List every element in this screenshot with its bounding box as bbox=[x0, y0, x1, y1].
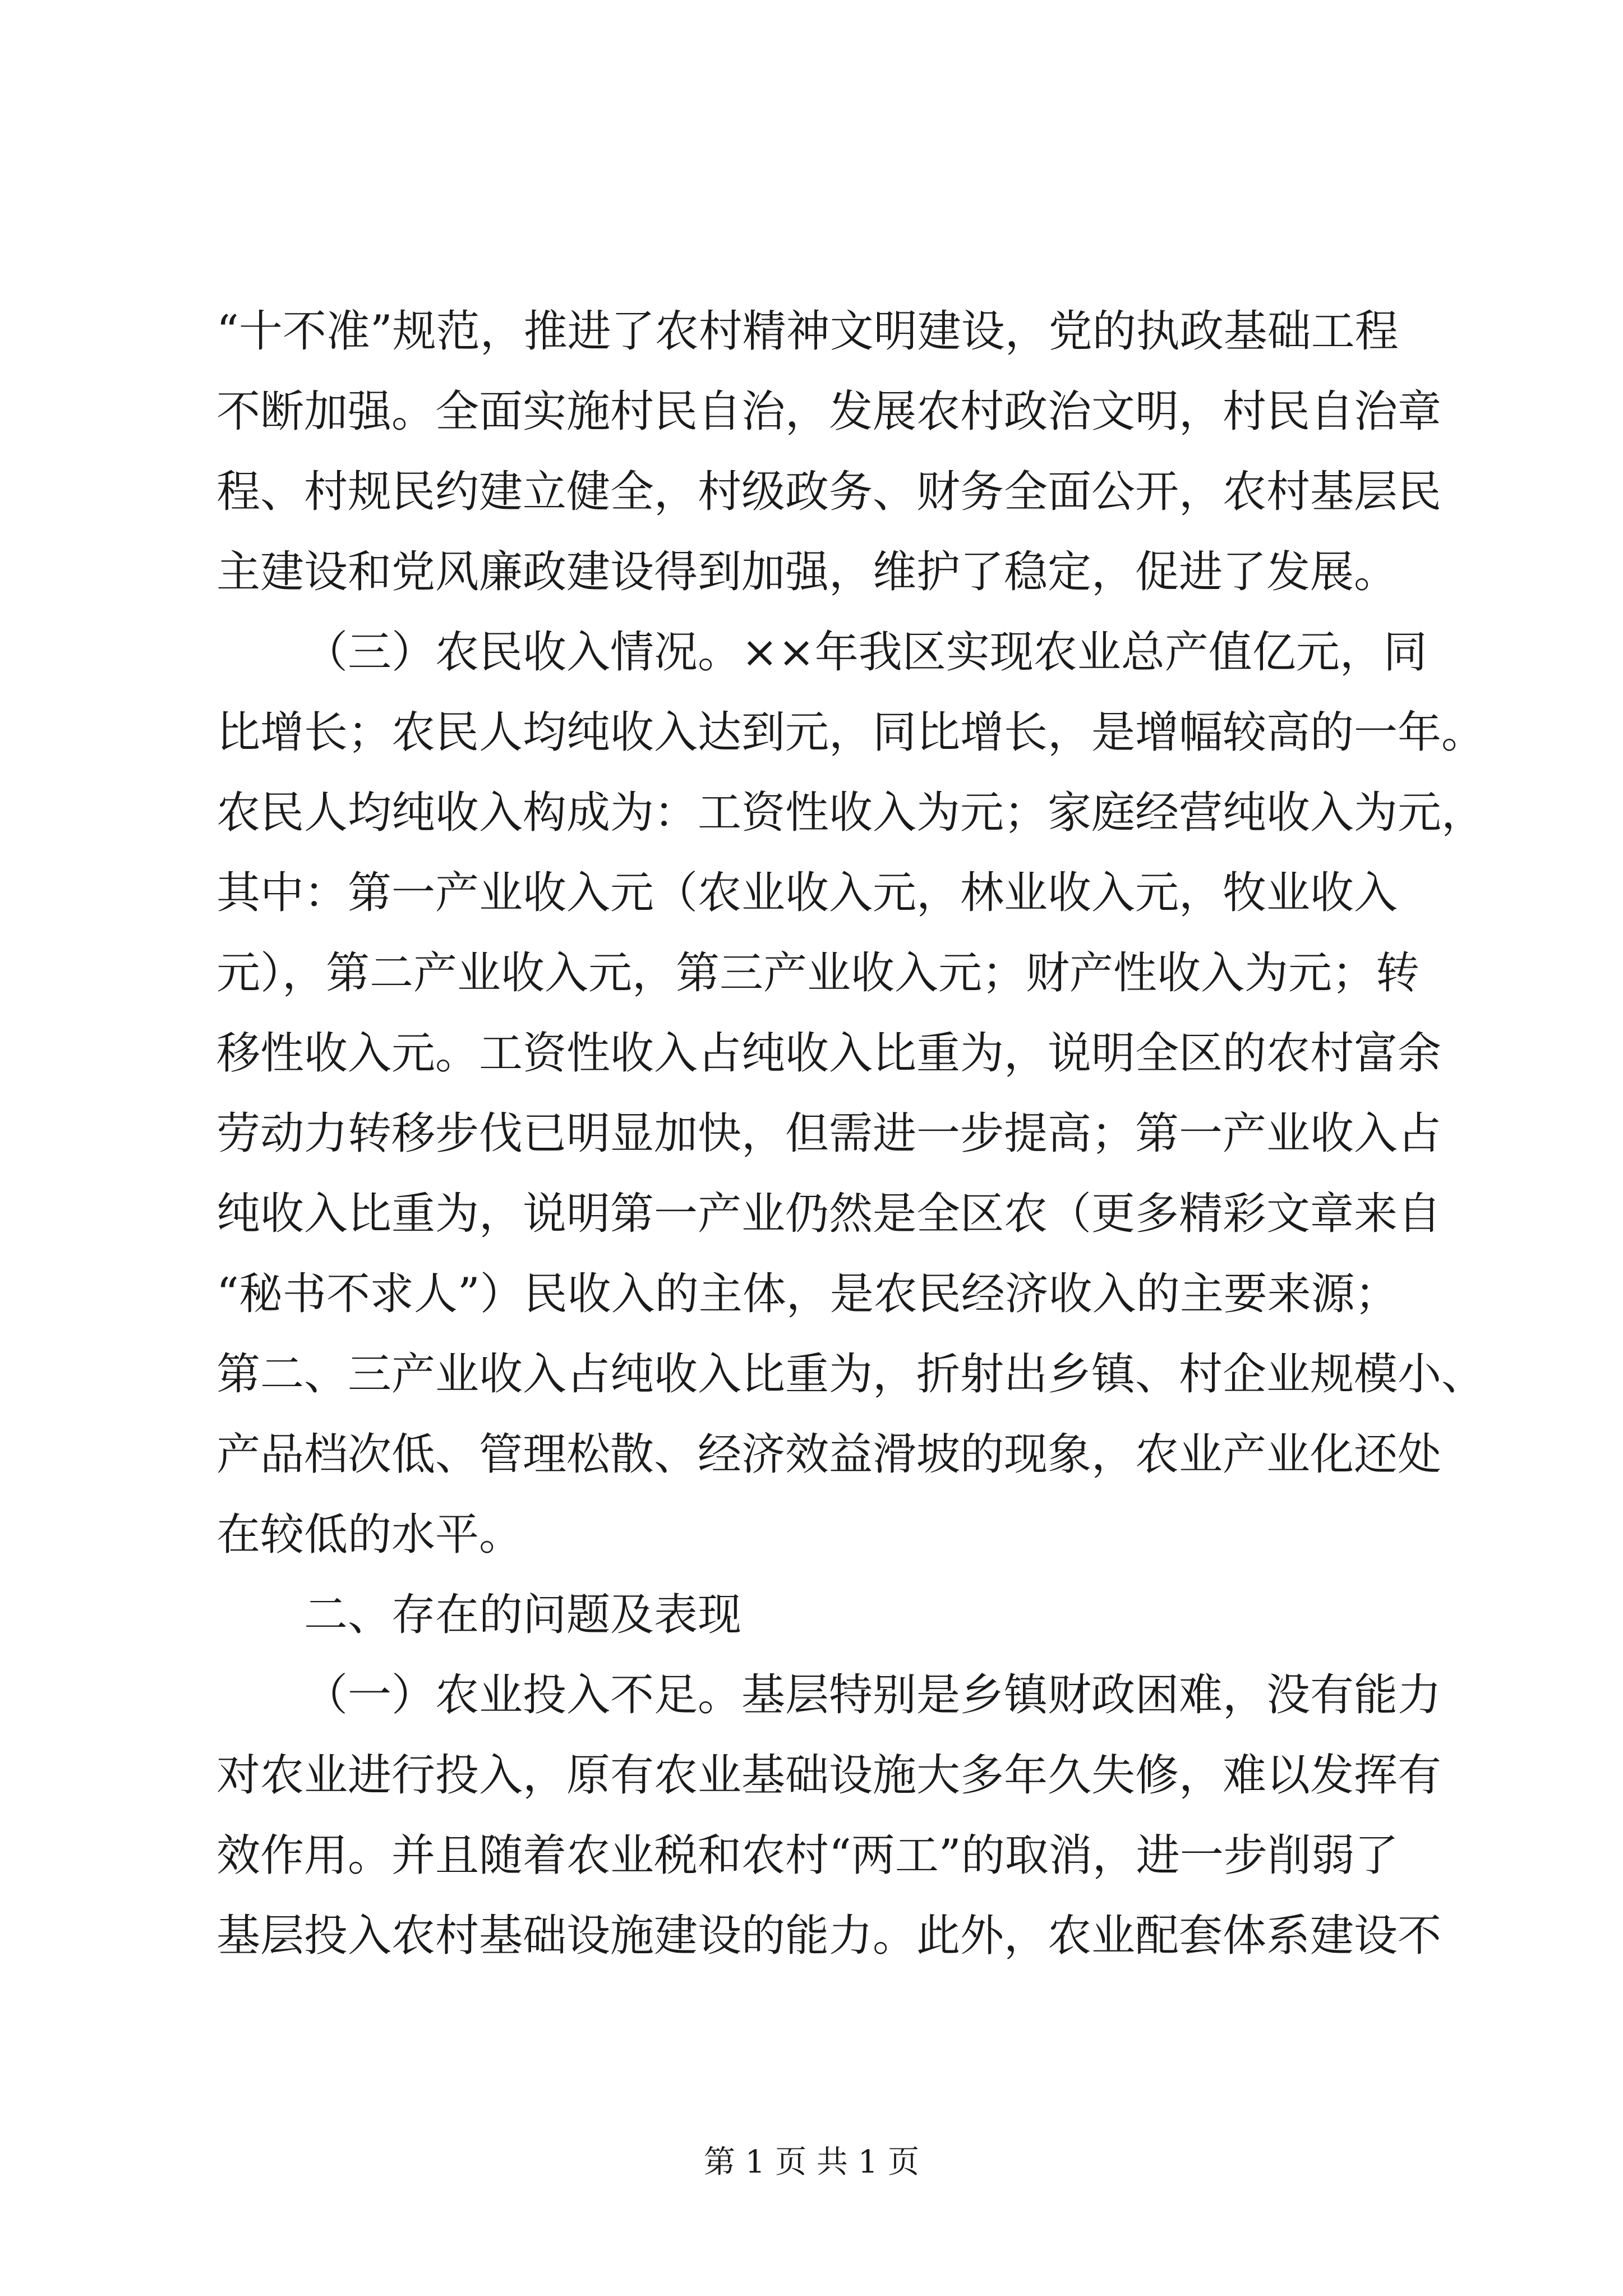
body-line: 产品档次低、管理松散、经济效益滑坡的现象，农业产业化还处 bbox=[216, 1429, 1442, 1480]
body-line: 第二、三产业收入占纯收入比重为，折射出乡镇、村企业规模小、 bbox=[216, 1349, 1486, 1400]
body-line: 对农业进行投入，原有农业基础设施大多年久失修，难以发挥有 bbox=[216, 1750, 1442, 1801]
body-line: 农民人均纯收入构成为：工资性收入为元；家庭经营纯收入为元， bbox=[216, 788, 1486, 838]
body-line: 其中：第一产业收入元（农业收入元，林业收入元，牧业收入 bbox=[216, 868, 1398, 918]
body-line: 纯收入比重为，说明第一产业仍然是全区农（更多精彩文章来自 bbox=[216, 1189, 1442, 1239]
body-line: 不断加强。全面实施村民自治，发展农村政治文明，村民自治章 bbox=[216, 386, 1442, 437]
body-line: 比增长；农民人均纯收入达到元，同比增长，是增幅较高的一年。 bbox=[216, 707, 1486, 758]
page-number: 第 1 页 共 1 页 bbox=[703, 2144, 920, 2180]
body-line: 效作用。并且随着农业税和农村“两工”的取消，进一步削弱了 bbox=[216, 1830, 1399, 1881]
section-heading: 二、存在的问题及表现 bbox=[304, 1590, 742, 1640]
paragraph-first-line: （三）农民收入情况。××年我区实现农业总产值亿元，同 bbox=[304, 627, 1427, 678]
body-line: 元），第二产业收入元，第三产业收入元；财产性收入为元；转 bbox=[216, 948, 1420, 999]
body-line: “秘书不求人”）民收入的主体，是农民经济收入的主要来源； bbox=[216, 1269, 1399, 1319]
body-line: 移性收入元。工资性收入占纯收入比重为，说明全区的农村富余 bbox=[216, 1028, 1442, 1079]
body-line: 主建设和党风廉政建设得到加强，维护了稳定，促进了发展。 bbox=[216, 547, 1398, 597]
body-line: 劳动力转移步伐已明显加快，但需进一步提高；第一产业收入占 bbox=[216, 1108, 1442, 1159]
page-footer bbox=[0, 2143, 1623, 2182]
body-line: “十不准”规范，推进了农村精神文明建设，党的执政基础工程 bbox=[216, 306, 1399, 357]
body-line: 基层投入农村基础设施建设的能力。此外，农业配套体系建设不 bbox=[216, 1911, 1442, 1961]
body-line: 在较低的水平。 bbox=[216, 1510, 523, 1560]
body-line: 程、村规民约建立健全，村级政务、财务全面公开，农村基层民 bbox=[216, 467, 1442, 517]
document-body bbox=[216, 292, 1486, 1976]
paragraph-first-line: （一）农业投入不足。基层特别是乡镇财政困难，没有能力 bbox=[304, 1670, 1442, 1720]
